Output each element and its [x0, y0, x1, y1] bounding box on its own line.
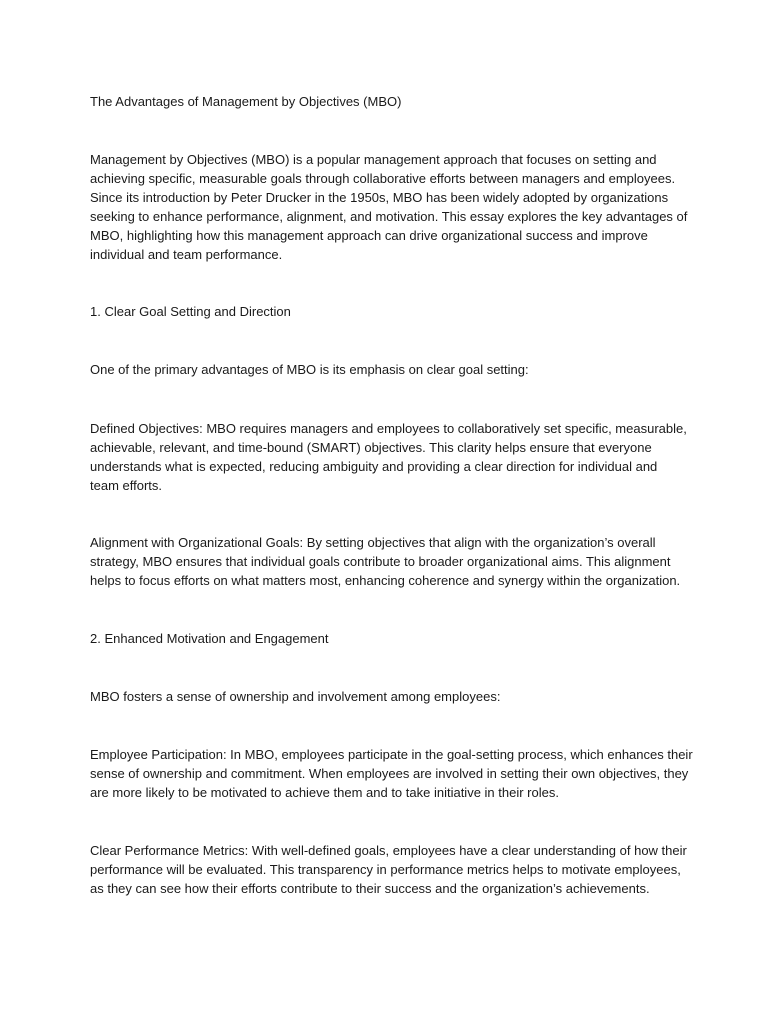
- paragraph-line: strategy, MBO ensures that individual goals contribute to broader organizational aims. This alignment: [90, 554, 671, 569]
- section-2-paragraph-1: [90, 745, 693, 802]
- section-1-paragraph-2: [90, 533, 682, 590]
- paragraph-line: Defined Objectives: MBO requires managers and employees to collaboratively set specific, measurable,: [90, 421, 687, 436]
- intro-line: individual and team performance.: [90, 247, 283, 262]
- paragraph-line: helps to focus efforts on what matters most, enhancing coherence and synergy within the organization.: [90, 573, 681, 588]
- intro-paragraph: [90, 150, 688, 264]
- paragraph-line: sense of ownership and commitment. When employees are involved in setting their own objectives, they: [90, 766, 689, 781]
- paragraph-line: Clear Performance Metrics: With well-defined goals, employees have a clear understanding of how their: [90, 843, 687, 858]
- paragraph-line: are more likely to be motivated to achieve them and to take initiative in their roles.: [90, 785, 559, 800]
- intro-line: Management by Objectives (MBO) is a popular management approach that focuses on setting and: [90, 152, 657, 167]
- section-1-lead: One of the primary advantages of MBO is its emphasis on clear goal setting:: [90, 362, 529, 377]
- intro-line: seeking to enhance performance, alignment, and motivation. This essay explores the key advantages of: [90, 209, 688, 224]
- paragraph-line: Employee Participation: In MBO, employees participate in the goal-setting process, which enhances their: [90, 747, 693, 762]
- section-1-paragraph-1: [90, 419, 687, 495]
- section-2-lead: MBO fosters a sense of ownership and involvement among employees:: [90, 689, 501, 704]
- paragraph-line: achievable, relevant, and time-bound (SMART) objectives. This clarity helps ensure that everyone: [90, 440, 652, 455]
- paragraph-line: performance will be evaluated. This transparency in performance metrics helps to motivate employees,: [90, 862, 681, 877]
- intro-line: MBO, highlighting how this management approach can drive organizational success and improve: [90, 228, 648, 243]
- paragraph-line: as they can see how their efforts contribute to their success and the organization’s achievements.: [90, 881, 650, 896]
- intro-line: achieving specific, measurable goals through collaborative efforts between managers and employees.: [90, 171, 676, 186]
- intro-line: Since its introduction by Peter Drucker in the 1950s, MBO has been widely adopted by organizations: [90, 190, 669, 205]
- section-2-heading: 2. Enhanced Motivation and Engagement: [90, 631, 329, 646]
- section-1-heading: 1. Clear Goal Setting and Direction: [90, 304, 291, 319]
- section-2-paragraph-2: [90, 841, 687, 898]
- paragraph-line: understands what is expected, reducing ambiguity and providing a clear direction for individual and: [90, 459, 658, 474]
- paragraph-line: Alignment with Organizational Goals: By setting objectives that align with the organization’s overall: [90, 535, 656, 550]
- paragraph-line: team efforts.: [90, 478, 163, 493]
- document-title: The Advantages of Management by Objectives (MBO): [90, 94, 402, 109]
